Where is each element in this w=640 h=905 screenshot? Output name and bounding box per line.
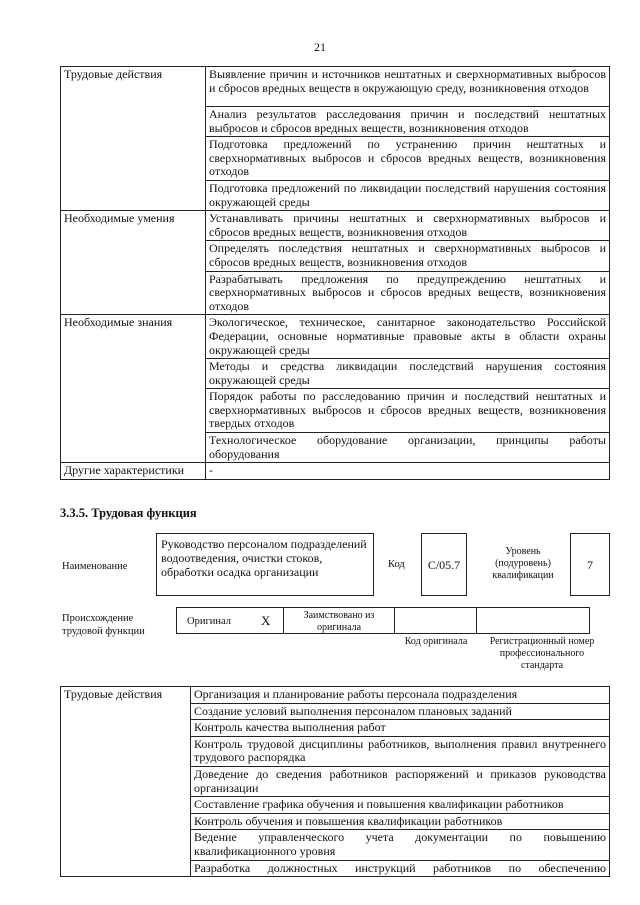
function-name-box: Руководство персоналом подразделений водоотведения, очистки стоков, обработки осадка организации <box>156 533 374 596</box>
table-cell: Экологическое, техническое, санитарное законодательство Российской Федерации, основные нормативные правовые акты в области охраны окружающей среды <box>206 315 610 359</box>
table-row <box>61 211 610 241</box>
competency-table <box>60 66 610 480</box>
table-cell: Устанавливать причины нештатных и сверхнормативных выбросов и сбросов вредных веществ, возникновения отходов <box>206 211 610 241</box>
origin-row <box>176 607 590 634</box>
code-label: Код <box>388 559 405 570</box>
table-cell: Создание условий выполнения персоналом плановых заданий <box>191 703 610 720</box>
table-row <box>61 315 610 359</box>
row-label-labor-actions: Трудовые действия <box>61 687 191 877</box>
table-cell: Контроль трудовой дисциплины работников, выполнения правил внутреннего трудового распорядка <box>191 736 610 766</box>
divider <box>476 607 477 634</box>
divider <box>394 607 395 634</box>
row-label-knowledge: Необходимые знания <box>61 315 206 463</box>
table-cell: Доведение до сведения работников распоряжений и приказов руководства организации <box>191 766 610 796</box>
table-cell: Методы и средства ликвидации последствий нарушения состояния окружающей среды <box>206 359 610 389</box>
table-row <box>61 463 610 480</box>
name-label: Наименование <box>62 561 128 572</box>
table-cell: - <box>206 463 610 480</box>
table-cell: Контроль обучения и повышения квалификации работников <box>191 813 610 830</box>
row-label-other: Другие характеристики <box>61 463 206 480</box>
table-row <box>61 687 610 704</box>
labor-actions-table <box>60 686 610 877</box>
divider <box>283 607 284 634</box>
table-cell: Разрабатывать предложения по предупреждению нештатных и сверхнормативных выбросов и сбросов вредных веществ, возникновения отходов <box>206 271 610 315</box>
table-cell: Выявление причин и источников нештатных и сверхнормативных выбросов и сбросов вредных веществ в окружающую среду, возникновения отходов <box>206 67 610 107</box>
section-title: 3.3.5. Трудовая функция <box>60 506 197 520</box>
table-cell: Составление графика обучения и повышения квалификации работников <box>191 797 610 814</box>
scan-artifact-strip <box>0 893 640 905</box>
table-cell: Разработка должностных инструкций работников по обеспечению <box>191 860 610 877</box>
table-cell: Порядок работы по расследованию причин и последствий нештатных и сверхнормативных выбросов и сбросов вредных веществ, возникновения твердых отходов <box>206 389 610 433</box>
level-box: 7 <box>570 533 610 596</box>
table-cell: Подготовка предложений по устранению причин нештатных и сверхнормативных выбросов и сбросов вредных веществ, возникновения отходов <box>206 137 610 181</box>
original-label: Оригинал <box>187 616 231 627</box>
origin-label: Происхождение трудовой функции <box>62 613 145 637</box>
original-mark: X <box>261 613 271 628</box>
table-row <box>61 67 610 107</box>
table-cell: Ведение управленческого учета документации по повышению квалификационного уровня <box>191 830 610 860</box>
borrowed-label: Заимствовано из оригинала <box>303 610 375 633</box>
table-cell: Определять последствия нештатных и сверхнормативных выбросов и сбросов вредных веществ, возникновения отходов <box>206 241 610 271</box>
table-cell: Контроль качества выполнения работ <box>191 720 610 737</box>
table-cell: Организация и планирование работы персонала подразделения <box>191 687 610 704</box>
table-cell: Технологическое оборудование организации, принципы работы оборудования <box>206 433 610 463</box>
table-cell: Подготовка предложений по ликвидации последствий нарушения состояния окружающей среды <box>206 180 610 210</box>
level-label: Уровень (подуровень) квалификации <box>492 546 554 581</box>
row-label-skills: Необходимые умения <box>61 211 206 315</box>
row-label-labor-actions: Трудовые действия <box>61 67 206 211</box>
code-original-caption: Код оригинала <box>404 636 468 647</box>
reg-number-caption: Регистрационный номер профессионального стандарта <box>489 636 595 671</box>
table-cell: Анализ результатов расследования причин и последствий нештатных выбросов и сбросов вредных веществ, возникновения отходов <box>206 107 610 137</box>
page-number: 21 <box>314 40 326 54</box>
code-box: С/05.7 <box>421 533 467 596</box>
